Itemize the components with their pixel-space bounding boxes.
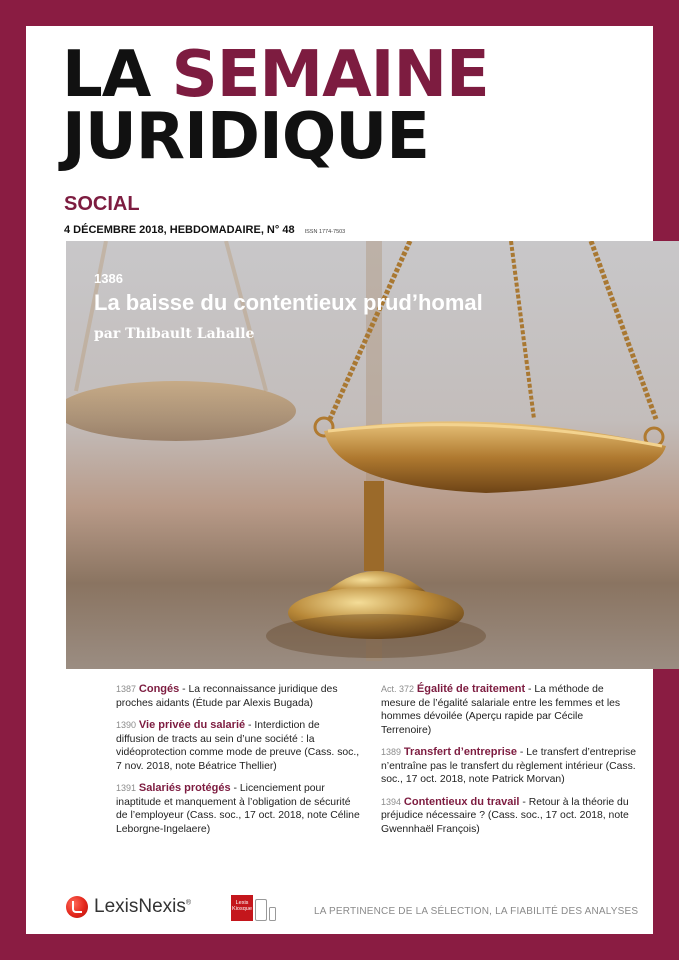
lexis-kiosque-badge[interactable] (231, 895, 276, 921)
entry-topic: Contentieux du travail (403, 795, 520, 808)
publisher-name (94, 896, 191, 918)
entry-separator: - (230, 783, 240, 794)
masthead-word-semaine: SEMAINE (171, 38, 489, 112)
publisher-wordmark: LexisNexis (94, 896, 186, 917)
issue-info (64, 224, 345, 236)
entry-separator: - (245, 720, 255, 731)
entry-separator: - (517, 747, 527, 758)
summary-entry[interactable] (381, 746, 636, 787)
kiosque-book-icon (231, 895, 253, 921)
summary-entry[interactable] (116, 782, 361, 836)
cover-image (66, 241, 679, 669)
cover-story-number: 1386 (94, 271, 123, 286)
entry-text: La méthode de mesure de l’égalité salariale entre les femmes et les hommes dévoilée (Aperçu rapide par Cécile Terrenoire) (381, 684, 621, 736)
kiosque-label-2: Kiosque (232, 906, 252, 912)
entry-text: La reconnaissance juridique des proches aidants (Étude par Alexis Bugada) (116, 684, 338, 709)
summary-entry[interactable] (116, 683, 361, 710)
entry-number: 1389 (381, 747, 402, 757)
entry-topic: Égalité de traitement (416, 683, 526, 695)
issn: ISSN 1774-7503 (304, 229, 346, 235)
entry-topic: Salariés protégés (138, 782, 231, 794)
registered-mark: ® (185, 899, 192, 907)
entry-topic: Congés (138, 683, 180, 695)
kiosque-label-1: Lexis (235, 900, 249, 906)
phone-icon (269, 907, 276, 921)
entry-number: 1390 (116, 720, 137, 730)
entry-number: 1391 (116, 783, 137, 793)
masthead-line-2: JURIDIQUE (62, 100, 429, 174)
summary-left-column (116, 683, 361, 845)
entry-number: Act. 372 (381, 684, 415, 694)
entry-separator: - (525, 684, 535, 695)
summary-entry[interactable] (381, 683, 636, 737)
summary-entry[interactable] (381, 796, 636, 837)
masthead-word-la: LA (62, 38, 172, 112)
section-label: SOCIAL (64, 193, 140, 215)
entry-text: Licenciement pour inaptitude et manquement à l’obligation de sécurité de l’employeur (Cass. soc., 17 oct. 2018, note Céline Leborgne-Ingelaere) (116, 783, 360, 835)
issue-date: 4 DÉCEMBRE 2018, HEBDOMADAIRE, N° 48 (64, 224, 295, 236)
summary-entry[interactable] (116, 719, 361, 773)
entry-number: 1394 (381, 796, 402, 807)
entry-text: Le transfert d’entreprise n’entraîne pas le transfert du règlement intérieur (Cass. soc., 17 oct. 2018, note Patrick Morvan) (381, 747, 636, 785)
lexisnexis-logo-icon (66, 896, 88, 918)
entry-text: Retour à la théorie du préjudice nécessaire ? (Cass. soc., 17 oct. 2018, note Gwennhaël François) (381, 796, 629, 835)
entry-text: Interdiction de diffusion de tracts au sein d’une société : la vidéoprotection comme mode de preuve (Cass. soc., 7 nov. 2018, note Béatrice Thellier) (116, 720, 360, 772)
tablet-icon (255, 899, 267, 921)
entry-topic: Vie privée du salarié (138, 719, 246, 731)
cover-story-title[interactable]: La baisse du contentieux prud’homal (94, 290, 483, 315)
entry-topic: Transfert d’entreprise (403, 746, 518, 758)
masthead (62, 38, 489, 174)
cover-story-author: par Thibault Lahalle (94, 326, 255, 342)
entry-number: 1387 (116, 684, 137, 694)
publisher-logo[interactable] (66, 896, 191, 918)
tagline: LA PERTINENCE DE LA SÉLECTION, LA FIABILITÉ DES ANALYSES (314, 906, 639, 917)
entry-separator: - (519, 796, 529, 808)
masthead-line-1 (62, 38, 489, 112)
entry-separator: - (179, 684, 189, 695)
summary-right-column (381, 683, 636, 845)
